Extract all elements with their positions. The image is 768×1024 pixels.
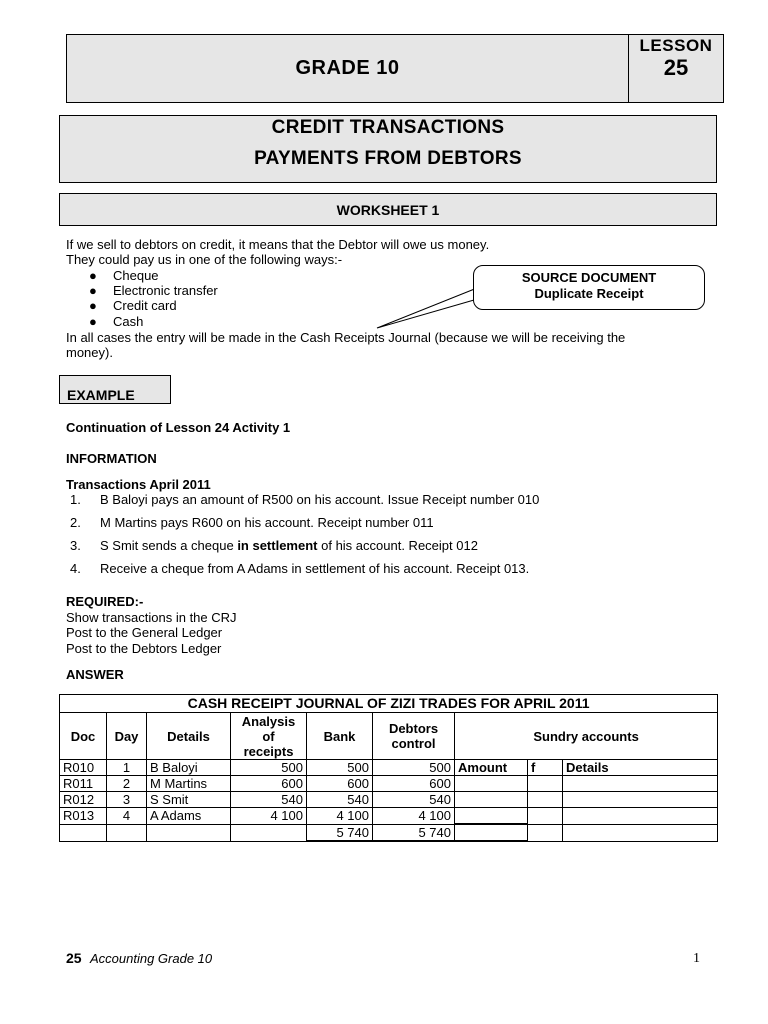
table-caption-row (60, 695, 718, 713)
bullet-icon: ● (89, 298, 97, 313)
cell-debtors: 500 (373, 760, 455, 776)
cell-f (528, 824, 563, 841)
cell-details (147, 824, 231, 841)
col-header-f: f (528, 760, 563, 776)
total-amount (455, 824, 528, 841)
page-title-line2: PAYMENTS FROM DEBTORS (254, 148, 522, 169)
cash-receipts-journal-table (59, 694, 718, 842)
col-header-day: Day (107, 713, 147, 760)
cell-bank: 540 (307, 792, 373, 808)
table-caption: CASH RECEIPT JOURNAL OF ZIZI TRADES FOR APRIL 2011 (60, 695, 718, 713)
page-title-line1: CREDIT TRANSACTIONS (271, 117, 505, 138)
cell-details: A Adams (147, 808, 231, 825)
required-item: Post to the Debtors Ledger (66, 641, 222, 656)
bullet-text: Cheque (113, 268, 159, 283)
example-box (59, 375, 171, 404)
cell-analysis: 600 (231, 776, 307, 792)
col-header-analysis-line3: receipts (243, 743, 294, 759)
page-number: 1 (693, 951, 700, 966)
cell-details: M Martins (147, 776, 231, 792)
cell-doc: R011 (60, 776, 107, 792)
transactions-heading: Transactions April 2011 (66, 477, 211, 492)
cell-analysis: 4 100 (231, 808, 307, 825)
intro-line2: They could pay us in one of the following ways:- (66, 252, 343, 267)
bullet-item (89, 283, 218, 298)
transaction-item (66, 492, 666, 508)
worksheet-box (59, 193, 717, 226)
cell-analysis: 540 (231, 792, 307, 808)
bullet-icon: ● (89, 283, 97, 298)
cell-bank: 600 (307, 776, 373, 792)
item-number: 4. (70, 561, 81, 576)
table-totals-row (60, 824, 718, 841)
item-text-bold: in settlement (237, 538, 318, 553)
bullet-item (89, 298, 177, 313)
lesson-label: LESSON (639, 36, 713, 55)
bullet-text: Cash (113, 314, 144, 329)
total-debtors: 5 740 (373, 824, 455, 841)
cell-sundry-details (563, 776, 718, 792)
callout-subtitle: Duplicate Receipt (534, 286, 644, 301)
col-header-debtors-line1: Debtors (388, 721, 439, 736)
required-heading: REQUIRED:- (66, 594, 144, 609)
cell-doc (60, 824, 107, 841)
cell-day: 2 (107, 776, 147, 792)
grade-title: GRADE 10 (295, 57, 400, 79)
item-text (100, 538, 478, 553)
table-row (60, 760, 718, 776)
table-row (60, 792, 718, 808)
example-label: EXAMPLE (67, 387, 135, 403)
cell-doc: R010 (60, 760, 107, 776)
col-header-sundry-details: Details (563, 760, 718, 776)
worksheet-title: WORKSHEET 1 (336, 201, 440, 218)
cell-amount (455, 808, 528, 825)
item-number: 3. (70, 538, 81, 553)
cell-debtors: 600 (373, 776, 455, 792)
table-row (60, 808, 718, 825)
item-text: M Martins pays R600 on his account. Receipt number 011 (100, 515, 434, 530)
col-header-analysis-line2: of (262, 728, 275, 744)
cell-doc: R012 (60, 792, 107, 808)
cell-f (528, 776, 563, 792)
cell-sundry-details (563, 792, 718, 808)
cell-day: 4 (107, 808, 147, 825)
grade-header (66, 34, 629, 103)
cell-amount (455, 776, 528, 792)
cell-doc: R013 (60, 808, 107, 825)
transaction-item (66, 561, 666, 577)
item-text: Receive a cheque from A Adams in settlement of his account. Receipt 013. (100, 561, 530, 576)
bullet-text: Credit card (113, 298, 177, 313)
lesson-box (628, 34, 724, 103)
answer-heading: ANSWER (66, 667, 124, 682)
lesson-number: 25 (663, 55, 689, 80)
callout-title: SOURCE DOCUMENT (521, 270, 657, 285)
cell-analysis (231, 824, 307, 841)
cell-details: B Baloyi (147, 760, 231, 776)
cell-bank: 500 (307, 760, 373, 776)
cell-debtors: 540 (373, 792, 455, 808)
source-document-callout (473, 265, 705, 310)
col-header-details: Details (147, 713, 231, 760)
item-number: 1. (70, 492, 81, 507)
col-header-debtors-line2: control (391, 736, 436, 751)
continuation-text: Continuation of Lesson 24 Activity 1 (66, 420, 291, 435)
bullet-item (89, 314, 143, 329)
cell-analysis: 500 (231, 760, 307, 776)
cell-f (528, 808, 563, 825)
transaction-item (66, 515, 666, 531)
footer-text: Accounting Grade 10 (90, 951, 213, 966)
item-text-pre: S Smit sends a cheque (100, 538, 238, 553)
item-number: 2. (70, 515, 81, 530)
bullet-text: Electronic transfer (113, 283, 218, 298)
callout-pointer (370, 280, 490, 335)
transaction-item (66, 538, 666, 554)
item-text: B Baloyi pays an amount of R500 on his account. Issue Receipt number 010 (100, 492, 540, 507)
cell-sundry-details (563, 824, 718, 841)
col-header-sundry: Sundry accounts (455, 713, 718, 760)
item-text-post: of his account. Receipt 012 (317, 538, 478, 553)
intro-line1: If we sell to debtors on credit, it means that the Debtor will owe us money. (66, 237, 490, 252)
cell-f (528, 792, 563, 808)
col-header-amount: Amount (455, 760, 528, 776)
intro-line3: In all cases the entry will be made in the Cash Receipts Journal (because we will be receiving the (66, 330, 626, 345)
cell-amount (455, 792, 528, 808)
col-header-doc: Doc (60, 713, 107, 760)
required-item: Post to the General Ledger (66, 625, 223, 640)
cell-day: 1 (107, 760, 147, 776)
cell-details: S Smit (147, 792, 231, 808)
table-header-row (60, 713, 718, 760)
cell-day: 3 (107, 792, 147, 808)
total-bank: 5 740 (307, 824, 373, 841)
table-row (60, 776, 718, 792)
bullet-icon: ● (89, 314, 97, 329)
col-header-analysis-line1: Analysis (241, 713, 296, 729)
cell-day (107, 824, 147, 841)
col-header-debtors (373, 713, 455, 760)
intro-line4: money). (66, 345, 113, 360)
cell-debtors: 4 100 (373, 808, 455, 825)
bullet-icon: ● (89, 268, 97, 283)
title-box (59, 115, 717, 183)
col-header-bank: Bank (307, 713, 373, 760)
information-heading: INFORMATION (66, 451, 157, 466)
footer-lesson-number: 25 (66, 950, 82, 966)
col-header-analysis (231, 713, 307, 760)
cell-bank: 4 100 (307, 808, 373, 825)
required-item: Show transactions in the CRJ (66, 610, 237, 625)
cell-sundry-details (563, 808, 718, 825)
bullet-item (89, 268, 159, 283)
